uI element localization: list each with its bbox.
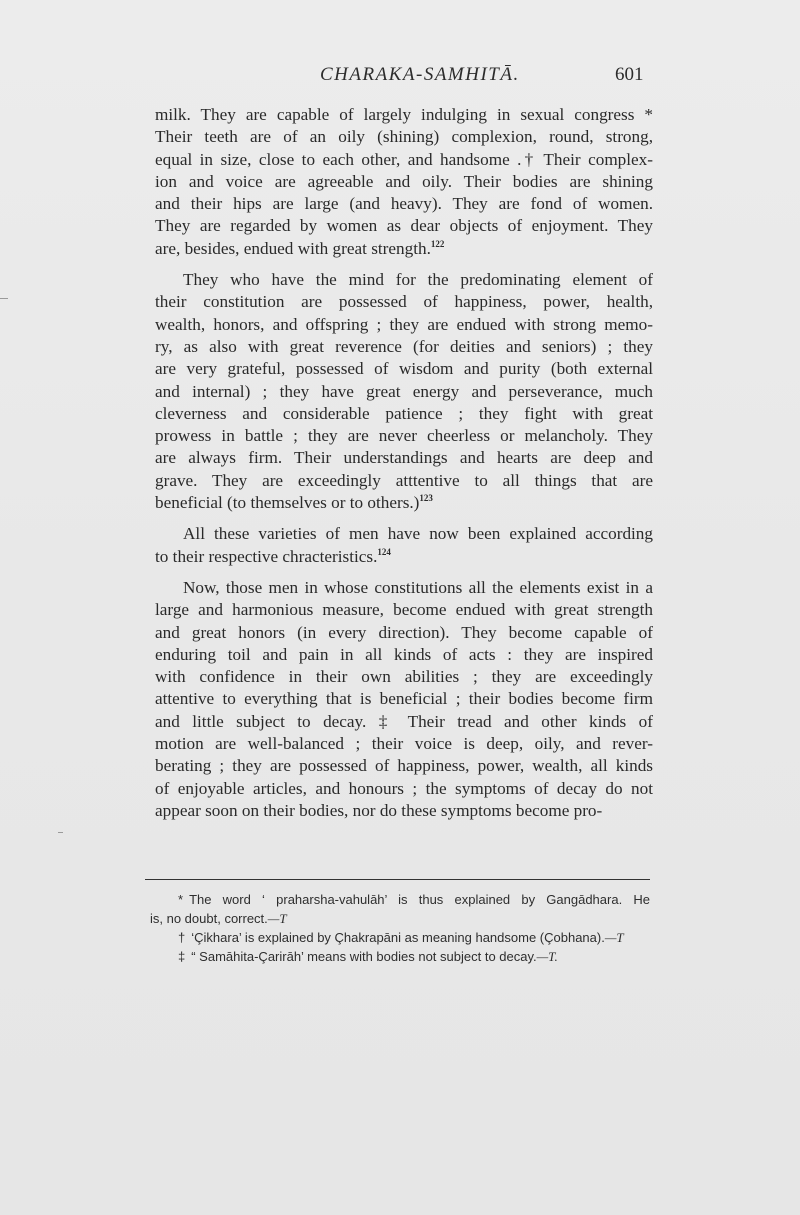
text-line [155,104,653,126]
line-text: They are regarded by women as dear objects of enjoyment. They [155,216,653,236]
text-line [155,577,653,599]
line-text: Their teeth are of an oily (shining) complexion, round, strong, [155,127,653,147]
line-text: motion are well-balanced ; their voice is deep, oily, and rever- [155,734,653,754]
line-text: their constitution are possessed of happiness, power, health, [155,292,653,312]
footnote [150,928,650,947]
text-line [155,523,653,545]
line-text: cleverness and considerable patience ; they fight with great [155,403,653,423]
line-text: They who have the mind for the predominating element of [183,270,653,290]
verse-number: 124 [377,546,391,557]
line-text: with confidence in their own abilities ; they are exceedingly [155,667,653,687]
verse-number: 123 [419,493,433,504]
text-line [155,711,653,733]
line-text: ry, as also with great reverence (for deities and seniors) ; they [155,336,653,356]
text-line [155,403,653,425]
text-line [155,314,653,336]
text-line [155,447,653,469]
footnote-line [150,890,650,909]
line-text: All these varieties of men have now been explained according [183,524,653,544]
line-text: are very grateful, possessed of wisdom and purity (both external [155,359,653,379]
text-line [155,492,653,514]
line-text: beneficial (to themselves or to others.) [155,493,420,513]
text-line [155,215,653,237]
line-text: Now, those men in whose constitutions all the elements exist in a [183,577,653,597]
footnote-line [150,909,650,928]
translator-attribution: —T [604,930,624,945]
footnote-line [150,947,650,966]
text-line [155,688,653,710]
text-line [155,336,653,358]
line-text: wealth, honors, and offspring ; they are endued with strong memo- [155,314,653,334]
footnotes [150,890,650,966]
text-line [155,358,653,380]
footnote-rule [145,879,650,880]
footnote-line [150,928,650,947]
line-text: equal in size, close to each other, and handsome .† Their complex- [155,149,653,169]
text-line [155,666,653,688]
paragraph [155,269,653,514]
footnote-text: The word ‘ praharsha-vahulāh’ is thus explained by Gangādhara. He [189,892,650,907]
text-line [155,126,653,148]
line-text: attentive to everything that is beneficial ; their bodies become firm [155,689,653,709]
line-text: are always firm. Their understandings and hearts are deep and [155,448,653,468]
text-line [155,269,653,291]
footnote-mark: * [178,892,184,907]
footnote-mark: ‡ [178,949,186,964]
text-line [155,381,653,403]
text-line [155,193,653,215]
text-line [155,238,653,260]
line-text: appear soon on their bodies, nor do these symptoms become pro- [155,800,603,820]
translator-attribution: —T. [536,949,558,964]
paragraph-gap [155,514,653,523]
footnote-mark: † [178,930,186,945]
verse-number: 122 [430,238,445,249]
text-line [155,171,653,193]
footnote-text: is, no doubt, correct. [150,911,268,926]
translator-attribution: —T [267,911,287,926]
footnote-text: ‘Çikhara’ is explained by Çhakrapāni as meaning handsome (Çobhana). [191,930,605,945]
line-text: to their respective chracteristics. [155,546,378,566]
page-number: 601 [615,64,644,85]
line-text: and internal) ; they have great energy and perseverance, much [155,381,653,401]
footnote [150,947,650,966]
footnote [150,890,650,928]
paragraph [155,577,653,822]
paragraph-gap [155,260,653,269]
line-text: and their hips are large (and heavy). They are fond of women. [155,194,653,214]
line-text: milk. They are capable of largely indulging in sexual congress * [155,105,653,124]
running-head [155,64,665,94]
line-text: are, besides, endued with great strength. [155,238,431,258]
line-text: and great honors (in every direction). They become capable of [155,622,653,642]
running-title: CHARAKA-SAMHITĀ. [320,64,520,85]
line-text: of enjoyable articles, and honours ; the symptoms of decay do not [155,778,653,798]
text-line [155,599,653,621]
paragraph [155,104,653,260]
text-line [155,149,653,171]
line-text: grave. They are exceedingly atttentive to all things that are [155,470,653,490]
line-text: enduring toil and pain in all kinds of acts : they are inspired [155,644,653,664]
text-line [155,470,653,492]
text-line [155,778,653,800]
text-line [155,622,653,644]
text-line [155,291,653,313]
text-line [155,755,653,777]
paragraph-gap [155,568,653,577]
line-text: prowess in battle ; they are never cheerless or melancholy. They [155,426,653,446]
line-text: ion and voice are agreeable and oily. Their bodies are shining [155,171,653,191]
line-text: large and harmonious measure, become endued with great strength [155,600,653,620]
text-line [155,644,653,666]
paragraph [155,523,653,568]
text-line [155,733,653,755]
footnote-text: “ Samāhita-Çarirāh’ means with bodies not subject to decay. [191,949,537,964]
line-text: and little subject to decay. ‡ Their tread and other kinds of [155,711,653,731]
margin-scratch-mark [58,832,63,833]
margin-scratch-mark [0,298,8,299]
text-line [155,800,653,822]
text-line [155,425,653,447]
line-text: berating ; they are possessed of happiness, power, wealth, all kinds [155,756,653,776]
text-line [155,546,653,568]
body-text [155,104,653,822]
